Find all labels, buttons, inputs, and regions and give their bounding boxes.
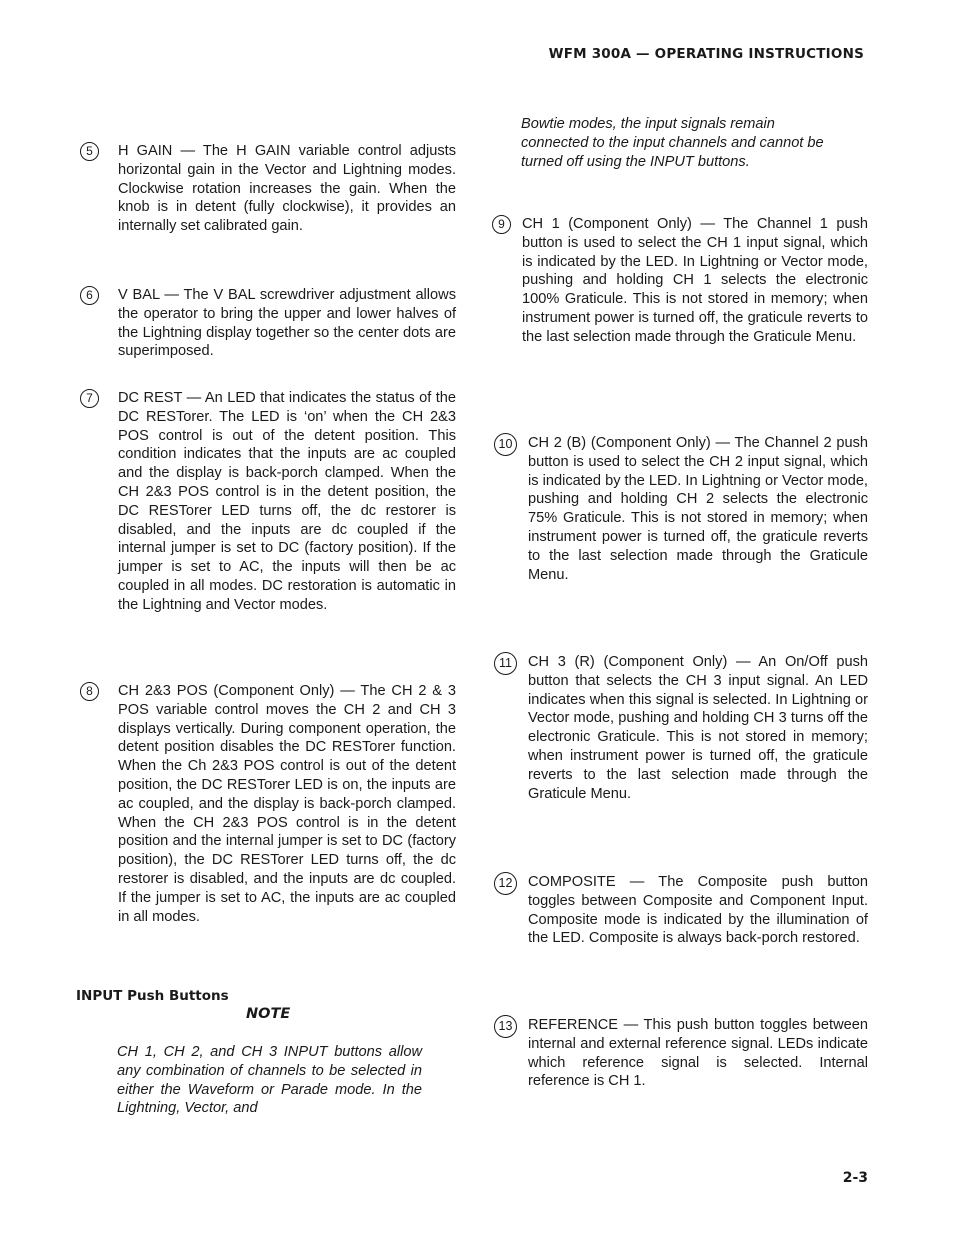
callout-number: 10 — [494, 433, 517, 456]
item-text: CH 1 (Component Only) — The Channel 1 push button is used to select the CH 1 input signal, which is indicated by the LED. In Lightning or Vector mode, pushing and holding CH 1 selects the electronic 100% Graticule. This is not stored in memory; when instrument power is turned off, the graticule reverts to the last selection made through the Graticule Menu. — [522, 216, 868, 345]
item-dc-rest — [76, 389, 456, 615]
note-text-continued: Bowtie modes, the input signals remain connected to the input channels and cannot be turned off using the INPUT buttons. — [521, 116, 824, 170]
item-text: REFERENCE — This push button toggles between internal and external reference signal. LEDs indicate which reference signal is selected. Internal reference is CH 1. — [528, 1017, 868, 1090]
note-text: CH 1, CH 2, and CH 3 INPUT buttons allow any combination of channels to be selected in either the Waveform or Parade mode. In the Lightning, Vector, and — [117, 1044, 422, 1117]
item-text: CH 2&3 POS (Component Only) — The CH 2 & 3 POS variable control moves the CH 2 and CH 3 displays vertically. During component operation, the detent position disables the DC RESTorer function. When the Ch 2&3 POS control is out of the detent position, the DC RESTorer LED is on, the inputs are ac coupled, and the display is back-porch clamped. When the CH 2&3 POS control is in the detent position and the internal jumper is set to DC (factory position), the DC RESTorer LED turns off, the dc restorer is disabled, and the inputs are dc coupled. If the jumper is set to AC, the inputs are ac coupled in all modes. — [118, 683, 456, 925]
callout-number: 12 — [494, 872, 517, 895]
item-text: H GAIN — The H GAIN variable control adjusts horizontal gain in the Vector and Lightning modes. Clockwise rotation increases the gain. When the knob is in detent (fully clockwise), it provides an internally set calibrated gain. — [118, 143, 456, 235]
item-ch23-pos — [76, 682, 456, 926]
item-text: CH 2 (B) (Component Only) — The Channel 2 push button is used to select the CH 2 input signal, which is indicated by the LED. In Lightning or Vector mode, pushing and holding CH 2 selects the electronic 75% Graticule. This is not stored in memory; when instrument power is turned off, the graticule reverts to the last selection made through the Graticule Menu. — [528, 435, 868, 583]
item-v-bal — [76, 286, 456, 361]
callout-number: 7 — [80, 389, 99, 408]
note-title: NOTE — [246, 1006, 291, 1022]
item-composite — [488, 873, 868, 948]
section-heading-input-buttons: INPUT Push Buttons — [76, 988, 229, 1004]
callout-number: 5 — [80, 142, 99, 161]
item-ch3 — [488, 653, 868, 803]
item-text: V BAL — The V BAL screwdriver adjustment allows the operator to bring the upper and lower halves of the Lightning display together so the center dots are superimposed. — [118, 287, 456, 360]
callout-number: 9 — [492, 215, 511, 234]
callout-number: 13 — [494, 1015, 517, 1038]
callout-number: 6 — [80, 286, 99, 305]
callout-number: 11 — [494, 652, 517, 675]
page-header: WFM 300A — OPERATING INSTRUCTIONS — [548, 46, 864, 62]
item-ch1 — [488, 215, 868, 347]
item-h-gain — [76, 142, 456, 236]
callout-number: 8 — [80, 682, 99, 701]
item-text: CH 3 (R) (Component Only) — An On/Off push button that selects the CH 3 input signal. An LED indicates when this signal is selected. In Lightning or Vector mode, pushing and holding CH 3 turns off the electronic Graticule. This is not stored in memory; when instrument power is turned off, the graticule reverts to the last selection made through the Graticule Menu. — [528, 654, 868, 802]
page-number: 2-3 — [842, 1170, 868, 1186]
item-ch2 — [488, 434, 868, 584]
item-text: DC REST — An LED that indicates the status of the DC RESTorer. The LED is ‘on’ when the CH 2&3 POS control is out of the detent position. This condition indicates that the inputs are ac coupled and the display is back-porch clamped. When the CH 2&3 POS control is in the detent position, the DC RESTorer LED turns off, the dc restorer is disabled, and the inputs are dc coupled if the internal jumper is set to DC (factory position). If the jumper is set to AC, the inputs will then be ac coupled in all modes. DC restoration is automatic in the Lightning and Vector modes. — [118, 390, 456, 613]
item-text: COMPOSITE — The Composite push button toggles between Composite and Component Input. Composite mode is indicated by the illumination of the LED. Composite is always back-porch restored. — [528, 874, 868, 947]
item-reference — [488, 1016, 868, 1091]
